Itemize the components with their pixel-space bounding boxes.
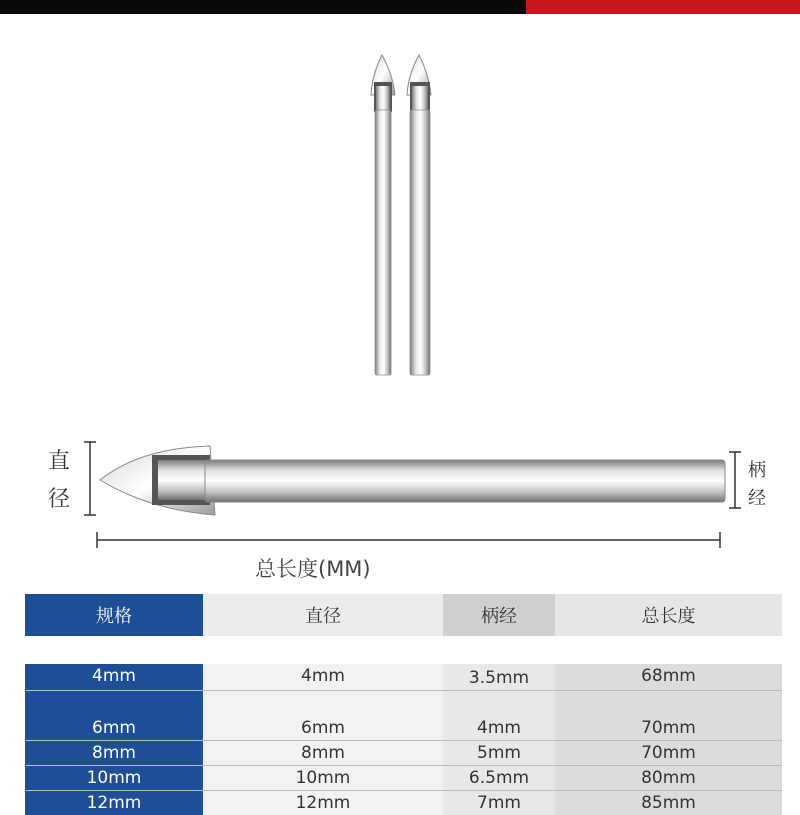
cell-spec: 12mm: [25, 791, 203, 815]
header-length: 总长度: [555, 594, 782, 636]
cell-length: 70mm: [555, 716, 782, 740]
cell-diameter-text: 4mm: [301, 666, 345, 686]
table-row: [25, 741, 782, 765]
cell-length: 70mm: [555, 741, 782, 765]
total-length-caption: 总长度(MM): [255, 557, 371, 581]
drill-bit-horizontal: [100, 446, 725, 515]
cell-diameter: 8mm: [203, 741, 443, 765]
cell-length: 80mm: [555, 766, 782, 790]
cell-length: 85mm: [555, 791, 782, 815]
header-diameter: 直径: [203, 594, 443, 636]
drill-bit-vertical-right: [407, 55, 431, 375]
cell-spec: 6mm: [25, 716, 203, 740]
cell-diameter: 6mm: [203, 716, 443, 740]
cell-shank-text: 3.5mm: [468, 668, 530, 688]
cell-shank: 4mm: [443, 716, 555, 740]
diameter-label-char-1: 直: [48, 449, 72, 474]
shank-label-char-2: 经: [748, 488, 767, 509]
cell-spec: 10mm: [25, 766, 203, 790]
shank-label-char-1: 柄: [748, 460, 767, 481]
spec-table-header: [25, 594, 782, 636]
table-row: [25, 791, 782, 813]
cell-length-text: 68mm: [641, 666, 696, 686]
cell-shank: 5mm: [443, 741, 555, 765]
row-divider: [25, 690, 782, 691]
cell-diameter: 12mm: [203, 791, 443, 815]
header-spec: 规格: [25, 594, 203, 636]
cell-shank: 6.5mm: [443, 766, 555, 790]
diameter-bracket: [84, 442, 96, 515]
cell-spec: 8mm: [25, 741, 203, 765]
cell-spec-text: 4mm: [92, 666, 136, 686]
total-length-line: [97, 532, 720, 548]
diameter-label-char-2: 径: [48, 487, 72, 512]
shank-bracket: [729, 452, 741, 508]
header-shank: 柄经: [443, 594, 555, 636]
table-row: [25, 766, 782, 790]
cell-shank: 7mm: [443, 791, 555, 815]
drill-bit-vertical-left: [371, 55, 395, 375]
cell-diameter: 10mm: [203, 766, 443, 790]
table-row: [25, 716, 782, 740]
